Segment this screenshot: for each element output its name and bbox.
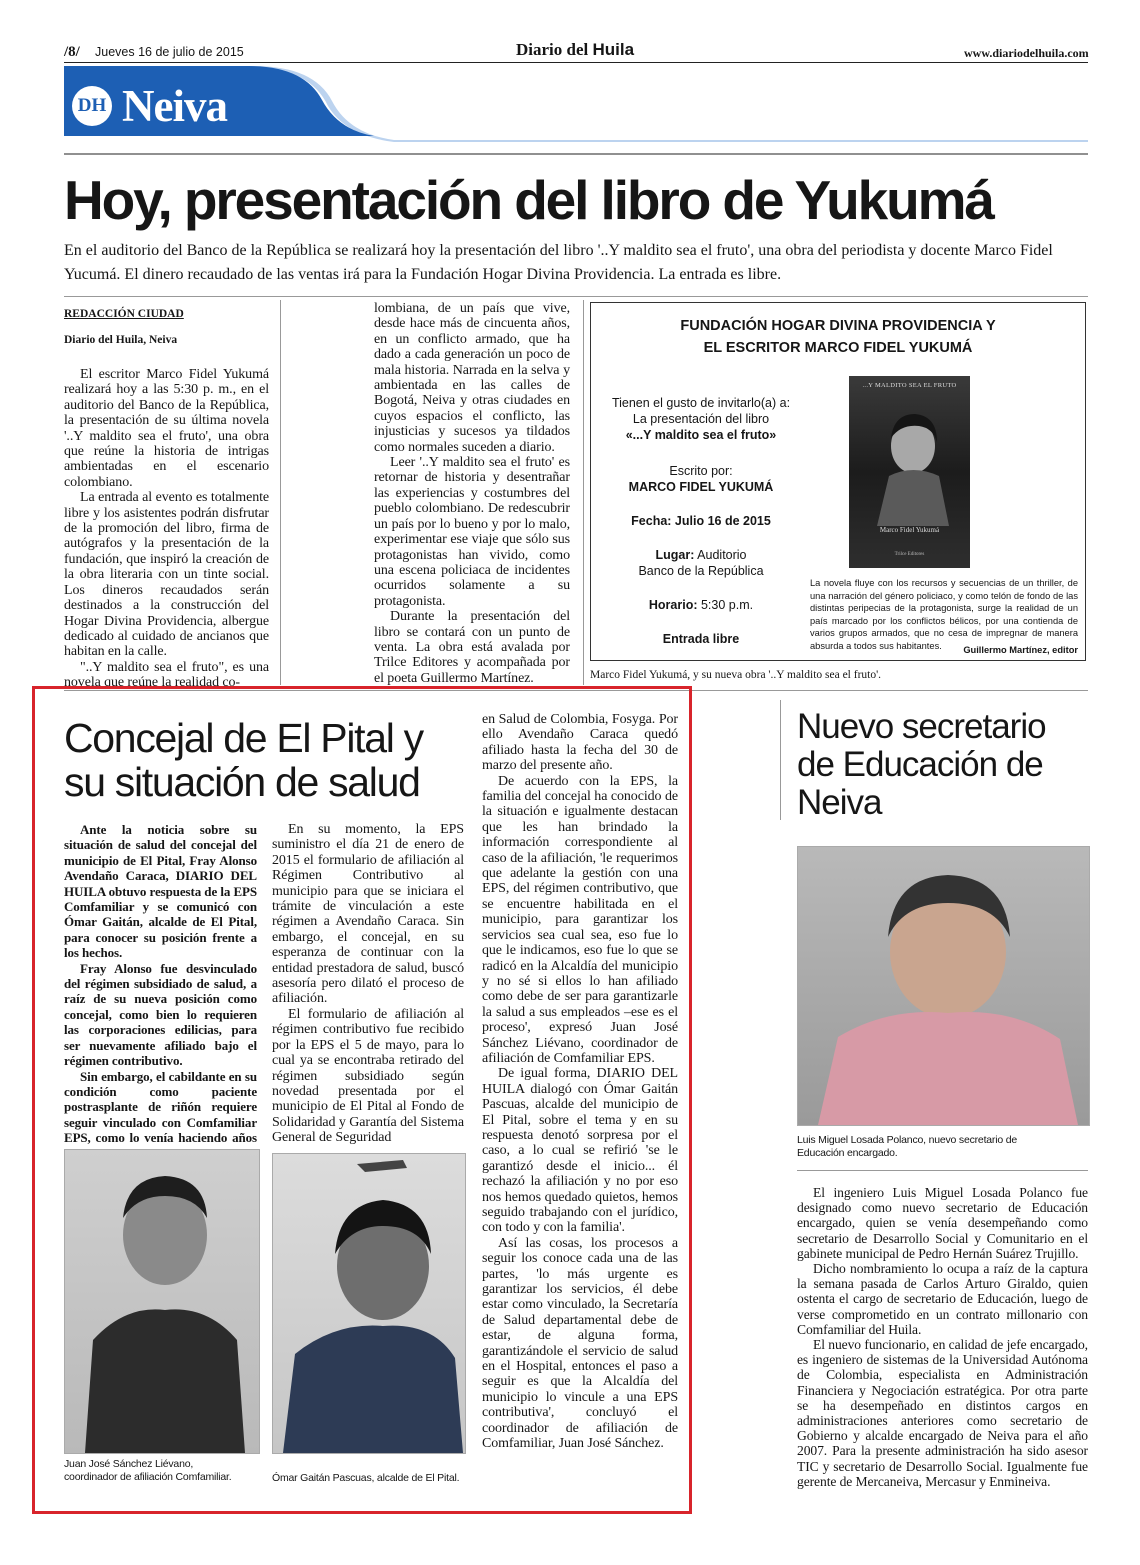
- paragraph: El nuevo funcionario, en calidad de jefe encargado, es ingeniero de sistemas de la Universidad Autónoma de Colombia, especialista en Administración Financiera y Negociación estratégica. Por otra parte se ha desempeñado en distintos cargos en administraciones anteriores como secretario de Gobierno y alcalde encargado de Neiva para el año 2007. Para la presente administración ha sido asesor TIC y secretario de Desarrollo Social. Igualmente fue gerente de Mercaneiva, Mercasur y Enmineiva.: [797, 1337, 1088, 1489]
- paragraph: El ingeniero Luis Miguel Losada Polanco fue designado como nuevo secretario de Educación encargado, quien se venía desempeñando como secretario de Desarrollo Social y Comunitario en el gabinete municipal de Pedro Hernán Suárez Trujillo.: [797, 1185, 1088, 1261]
- concejal-column-2: [272, 822, 464, 1146]
- newspaper-masthead: [516, 40, 634, 60]
- paragraph: en Salud de Colombia, Fosyga. Por ello Avendaño Caraca quedó afiliado hasta la fecha del 30 de marzo del presente año.: [482, 712, 678, 774]
- time-label: Horario:: [648, 598, 698, 612]
- paragraph: "..Y maldito sea el fruto", es una novela que reúne la realidad co-: [64, 659, 269, 691]
- secretario-caption-line1: Luis Miguel Losada Polanco, nuevo secretario de: [797, 1134, 1017, 1146]
- portrait-silhouette: [798, 847, 1089, 1125]
- paragraph: De igual forma, DIARIO DEL HUILA dialogó con Ómar Gaitán Pascuas, alcalde del municipio de El Pital, sobre el tema y en su respuesta denotó sorpresa por el caso, a lo cual se refirió 'se le garantizó desde el inicio... él rechazó la afiliación y no por eso nos hemos quedado quietos, hemos seguido trabajando con el jurídico, con todo y con la familia'.: [482, 1066, 678, 1236]
- secretario-body: [797, 1185, 1088, 1489]
- issue-date: Jueves 16 de julio de 2015: [95, 45, 244, 59]
- blurb-author: Guillermo Martínez, editor: [963, 645, 1078, 655]
- paragraph: Sin embargo, el cabildante en su condición como paciente postrasplante de riñón requiere seguir vinculado con Comfamiliar EPS, como lo venía haciendo años: [64, 1068, 257, 1146]
- event-date: Fecha: Julio 16 de 2015: [631, 514, 771, 528]
- invitation-title-line2: EL ESCRITOR MARCO FIDEL YUKUMÁ: [703, 340, 973, 356]
- column-divider: [280, 300, 281, 685]
- invitation-details: [596, 395, 806, 647]
- place-label: Lugar:: [655, 548, 695, 562]
- secretario-photo-caption: [797, 1134, 1017, 1160]
- photo-juan-jose-sanchez: [64, 1149, 260, 1454]
- byline: REDACCIÓN CIUDAD: [64, 308, 184, 320]
- paragraph: El formulario de afiliación al régimen contributivo fue recibido por la EPS el 5 de mayo, para lo cual ya se encontraba retirado del régimen subsidiado según novedad presentada por el municipio de El Pital al Fondo de Solidaridad y Garantía del Sistema General de Seguridad: [272, 1006, 464, 1146]
- concejal-column-3: [482, 712, 678, 1452]
- concejal-column-1: [64, 822, 257, 1161]
- invite-line2: La presentación del libro: [632, 412, 770, 426]
- summary-rule: [64, 296, 1088, 297]
- paragraph: De acuerdo con la EPS, la familia del concejal ha conocido de la situación e igualmente destacan que les han brindado la información correspondiente al caso de la afiliación, 'le requerimos que adelante la gestión con una EPS, del régimen contributivo, que se encuentre habilitada en el municipio, para garantizar los servicios sea cual sea, eso fue lo que le indicamos, eso fue lo que se radicó en la Alcaldía del municipio y no sé si ellos lo han afiliado como debe de ser para garantizarle la salud a sus empleados –ese es el proceso', expresó Juan José Sánchez Liévano, coordinador de afiliación de Comfamiliar EPS.: [482, 773, 678, 1066]
- photo1-caption-line2: coordinador de afiliación Comfamiliar.: [64, 1471, 232, 1483]
- dh-logo-text: DH: [77, 95, 107, 116]
- event-place: [596, 547, 806, 563]
- paragraph: Durante la presentación del libro se contará con un punto de venta. La obra está avalada por Trilce Editores y acompañada por el poeta Guillermo Martínez.: [374, 609, 570, 686]
- paragraph: Fray Alonso fue desvinculado del régimen subsidiado de salud, a raíz de su nueva posición como concejal, como bien lo requieren las corporaciones edilicias, para ser nuevamente afiliado bajo el régimen contributivo.: [64, 960, 257, 1069]
- photo2-caption: Ómar Gaitán Pascuas, alcalde de El Pital.: [272, 1472, 460, 1484]
- invitation-title-line1: FUNDACIÓN HOGAR DIVINA PROVIDENCIA Y: [680, 318, 996, 334]
- paragraph: Dicho nombramiento lo ocupa a raíz de la captura la semana pasada de Carlos Arturo Giraldo, quien ostenta el cargo de secretario de Educación, luego de verse comprometido en un contrato millonario con Comfamiliar del Huila.: [797, 1261, 1088, 1337]
- section-banner: [64, 66, 1088, 156]
- cover-author: Marco Fidel Yukumá: [879, 526, 940, 534]
- paragraph: Ante la noticia sobre su situación de salud del concejal del municipio de El Pital, Fray Alonso Avendaño Caraca, DIARIO DEL HUILA obtuvo respuesta de la EPS Comfamiliar y se comunicó con Ómar Gaitán, alcalde de El Pital, para conocer su posición frente a los hechos.: [64, 822, 257, 961]
- author-name: MARCO FIDEL YUKUMÁ: [628, 480, 774, 494]
- place-line1: Auditorio: [697, 548, 747, 562]
- column-divider: [780, 700, 781, 820]
- secretario-headline-line3: Neiva: [797, 783, 882, 822]
- cover-publisher: Trilce Editores: [894, 552, 925, 557]
- paragraph: lombiana, de un país que vive, desde hace más de cincuenta años, en un conflicto armado, que ha dado a cada generación un poco de mala historia. Narrada en la selva y ambientada en las calles de Bogotá, Neiva y otras ciudades en cuyos espacios el conflicto, las injusticias y sucesos ya tildados como normales suceden a diario.: [374, 301, 570, 455]
- photo1-caption-line1: Juan José Sánchez Liévano,: [64, 1458, 194, 1470]
- paragraph: Leer '..Y maldito sea el fruto' es retornar de historia y desentrañar las experiencias y costumbres del pueblo colombiano. De redescubrir un país por lo bueno y por lo malo, experimentar ese viaje que sólo sus protagonistas han vivido, como una escena policiaca de incidentes ocurridos solamente a su protagonista.: [374, 455, 570, 609]
- page-number: /8/: [64, 44, 80, 60]
- header-rule: [64, 62, 1088, 63]
- portrait-silhouette: [65, 1150, 259, 1453]
- lead-summary: En el auditorio del Banco de la República se realizará hoy la presentación del libro '..Y maldito sea el fruto', una obra del periodista y docente Marco Fidel Yucumá. El dinero recaudado de las ventas irá para la Fundación Hogar Divina Providencia. La entrada es libre.: [64, 242, 1053, 283]
- entry-note: Entrada libre: [662, 632, 740, 646]
- secretario-headline-line2: de Educación de: [797, 745, 1043, 784]
- place-line2: Banco de la República: [638, 564, 764, 578]
- time-value: 5:30 p.m.: [700, 598, 754, 612]
- concejal-headline-line1: Concejal de El Pital y: [64, 715, 423, 761]
- paragraph: El escritor Marco Fidel Yukumá realizará hoy a las 5:30 p. m., en el auditorio del Banco de la República, la presentación de su última novela '..Y maldito sea el fruto', una obra que reúne la historia de intrigas ambientadas en el escenario colombiano.: [64, 367, 269, 490]
- cover-title: ...Y MALDITO SEA EL FRUTO: [862, 382, 957, 389]
- byline-source: Diario del Huila, Neiva: [64, 334, 178, 346]
- written-by-label: Escrito por:: [669, 464, 733, 478]
- invite-line1: Tienen el gusto de invitarlo(a) a:: [611, 396, 791, 410]
- lead-column-2: [374, 301, 570, 686]
- paragraph: Así las cosas, los procesos a seguir los conoce cada una de las partes, 'lo más urgente es garantizar los servicios, él debe estar como vinculado, la Secretaría de Salud departamental debe de estar, de alguna forma, garantizándole el servicio de salud en el Hospital, entonces el paso a seguir es que la Alcaldía del municipio lo vincule a una EPS contributiva', concluyó el coordinador de afiliación de Comfamiliar, Juan José Sánchez.: [482, 1235, 678, 1452]
- photo1-caption: [64, 1458, 232, 1484]
- paragraph: En su momento, la EPS suministro el día 21 de enero de 2015 el formulario de afiliación al Régimen Contributivo al municipio para que se iniciara el trámite de vinculación a este régimen a Avendaño Caraca. Sin embargo, el concejal, en su esperanza de continuar con la entidad prestadora de salud, buscó asesoría pero dilató el proceso de afiliación.: [272, 822, 464, 1007]
- column-divider: [583, 300, 584, 685]
- secretario-headline: [797, 708, 1046, 822]
- paragraph: La entrada al evento es totalmente libre y los asistentes podrán disfrutar de la promoción del libro, firma de autógrafos y la presentación de la fundación, que inspiró la creación de la obra literaria con un tinte social. Los dineros recaudados serán destinados a la construcción del Hogar Divina Providencia, albergue dedicado al cuidado de ancianos que habitan en la calle.: [64, 490, 269, 660]
- secretario-caption-line2: Educación encargado.: [797, 1147, 898, 1159]
- website-link[interactable]: www.diariodelhuila.com: [964, 46, 1089, 60]
- section-name: Neiva: [122, 81, 227, 131]
- concejal-headline-line2: su situación de salud: [64, 759, 420, 805]
- dh-logo: [72, 86, 112, 126]
- masthead-name: Huila: [592, 40, 635, 59]
- lead-headline: Hoy, presentación del libro de Yukumá: [64, 169, 993, 231]
- concejal-headline: [64, 716, 423, 804]
- caption-rule: [797, 1170, 1088, 1171]
- portrait-silhouette: [273, 1154, 465, 1453]
- cover-portrait-image: [849, 376, 970, 568]
- secretario-headline-line1: Nuevo secretario: [797, 707, 1046, 746]
- book-title: «...Y maldito sea el fruto»: [625, 428, 777, 442]
- invitation-caption: Marco Fidel Yukumá, y su nueva obra '..Y maldito sea el fruto'.: [590, 669, 882, 681]
- photo-omar-gaitan: [272, 1153, 466, 1454]
- invitation-blurb: La novela fluye con los recursos y secuencias de un thriller, de una narración del género policiaco, y como telón de fondo de las distintas peripecias de la protagonista, surge la realidad de un país marcado por los conflictos bélicos, por una contienda de varios grupos armados, que no cesa de impregnar de manera absurda a todos sus habitantes.: [810, 578, 1078, 651]
- photo-luis-miguel-losada: [797, 846, 1090, 1126]
- masthead-prefix: Diario del: [516, 40, 589, 59]
- event-time: [596, 597, 806, 613]
- lead-column-1: [64, 367, 269, 691]
- book-cover: [849, 376, 970, 568]
